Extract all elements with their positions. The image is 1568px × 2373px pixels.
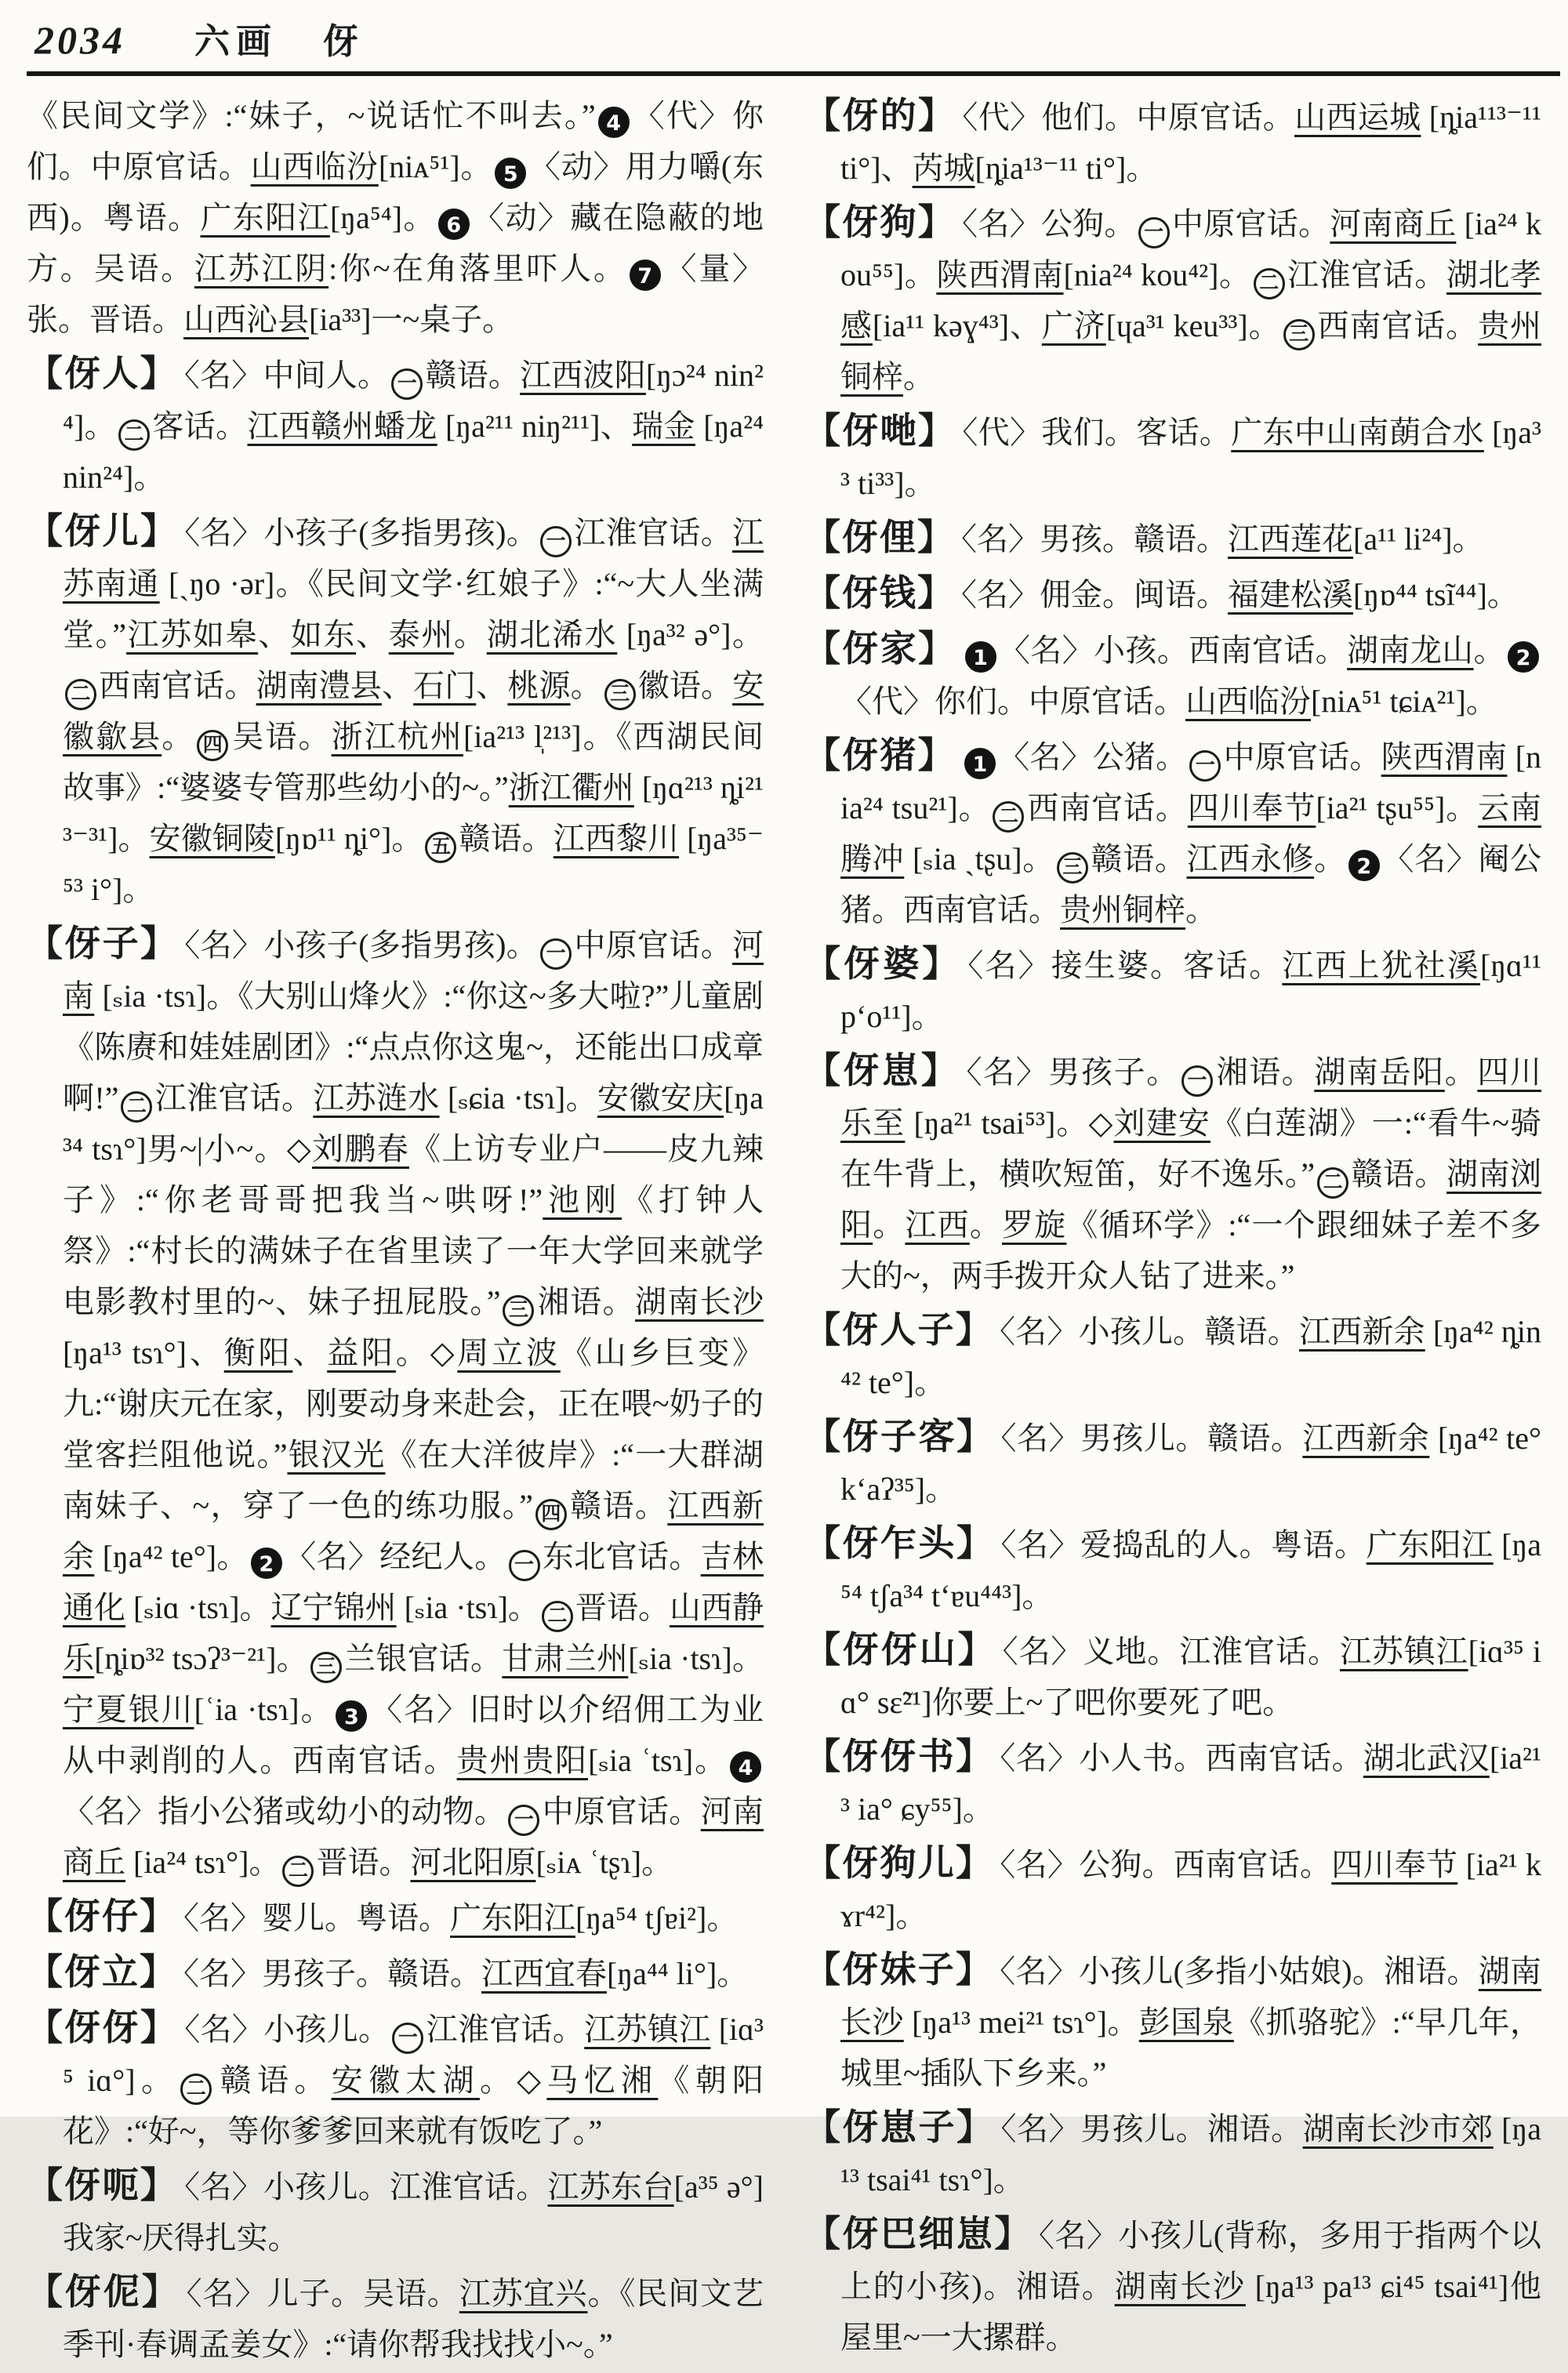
proper-noun-underline: 河南商丘 (63, 1794, 764, 1880)
proper-noun-underline: 甘肃兰州 (502, 1641, 629, 1676)
entry-body: 〈名〉男孩子。赣语。江西宜春[ŋa⁴⁴ li°]。 (183, 1956, 749, 1991)
sense-branch-marker: 五 (425, 832, 456, 863)
entry-headword: 【伢猪】 (804, 735, 956, 775)
entry-headword: 【伢哋】 (804, 411, 956, 451)
entry-headword: 【伢子】 (27, 923, 179, 963)
sense-branch-marker: 二 (180, 2074, 212, 2105)
text-columns (0, 76, 1568, 2373)
entry-body: 〈名〉男孩儿。湘语。湖南长沙市郊 [ŋa¹³ tsai⁴¹ tsɿ°]。 (840, 2111, 1542, 2197)
sense-branch-marker: 二 (121, 1091, 152, 1123)
sense-branch-marker: 二 (542, 1601, 573, 1632)
proper-noun-underline: 江苏南通 (63, 515, 764, 601)
left-column (27, 90, 764, 2373)
entry-body: 1 〈名〉公猪。 一 中原官话。陕西渭南 [nia²⁴ tsu²¹]。 二 西南官话。四川奉节[ia²¹ tʂu⁵⁵]。云南腾冲 [ₛia ˏtʂu]。 三 赣语。江西永修。 2 〈名〉阉公猪。西南官话。贵州铜梓。 (840, 739, 1542, 927)
sense-branch-marker: 一 (391, 368, 423, 400)
sense-branch-marker: 三 (1283, 319, 1315, 350)
sense-number-marker: 6 (438, 209, 470, 240)
proper-noun-underline: 江西赣州蟠龙 (247, 408, 437, 444)
entry-headword: 【伢人子】 (804, 1310, 993, 1350)
dictionary-entry (804, 1411, 1541, 1515)
proper-noun-underline: 安徽歙县 (63, 668, 764, 754)
dictionary-entry (27, 506, 764, 915)
dictionary-entry (804, 1045, 1541, 1301)
sense-branch-marker: 四 (535, 1499, 567, 1530)
proper-noun-underline: 桃源 (507, 668, 571, 703)
dictionary-entry (804, 1304, 1541, 1408)
sense-branch-marker: 一 (540, 938, 572, 970)
sense-number-marker: 4 (730, 1751, 761, 1783)
proper-noun-underline: 江西永修 (1186, 841, 1315, 876)
sense-number-marker: 1 (965, 641, 996, 673)
entry-headword: 【伢子客】 (804, 1417, 995, 1457)
proper-noun-underline: 芮城 (912, 151, 975, 186)
proper-noun-underline: 江西新余 (1302, 1421, 1430, 1456)
entry-body: 〈代〉他们。中原官话。山西运城 [ȵia¹¹³⁻¹¹ ti°]、芮城[ȵia¹³⁻¹¹ ti°]。 (840, 100, 1542, 186)
sense-number-marker: 4 (598, 107, 630, 138)
proper-noun-underline: 湖南岳阳 (1314, 1054, 1445, 1090)
dictionary-entry (27, 1947, 764, 1999)
entry-body: 〈名〉中间人。 一 赣语。江西波阳[ŋɔ²⁴ nin²⁴]。 二 客话。江西赣州蟠龙 [ŋa²¹¹ niŋ²¹¹]、瑞金 [ŋa²⁴ nin²⁴]。 (63, 357, 764, 495)
proper-noun-underline: 四川奉节 (1331, 1847, 1458, 1882)
sense-branch-marker: 三 (503, 1295, 534, 1326)
entry-body: 〈名〉男孩儿。赣语。江西新余 [ŋa⁴² te° k‘aʔ³⁵]。 (840, 1421, 1542, 1507)
proper-noun-underline: 湖北武汉 (1363, 1740, 1490, 1776)
entry-body: 〈名〉小孩儿。赣语。江西新余 [ŋa⁴² ȵin⁴² te°]。 (840, 1314, 1542, 1400)
sense-branch-marker: 一 (1181, 1065, 1213, 1097)
entry-headword: 【伢伢山】 (804, 1630, 996, 1670)
proper-noun-underline: 山西沁县 (183, 302, 309, 337)
dictionary-entry (804, 1518, 1541, 1621)
dictionary-entry (804, 405, 1541, 509)
entry-headword: 【伢婆】 (804, 944, 962, 984)
entry-body: 〈名〉小孩儿(多指小姑娘)。湘语。湖南长沙 [ŋa¹³ mei²¹ tsɿ°]。彭国泉《抓骆驼》:“早几年，城里~插队下乡来。” (840, 1954, 1542, 2091)
dictionary-entry (804, 90, 1541, 194)
entry-headword: 【伢立】 (27, 1952, 177, 1992)
dictionary-entry (27, 1891, 764, 1943)
dictionary-entry (804, 1624, 1541, 1728)
dictionary-entry (27, 2266, 764, 2370)
proper-noun-underline: 安徽安庆 (597, 1080, 724, 1116)
sense-branch-marker: 二 (282, 1856, 314, 1887)
proper-noun-underline: 吉林通化 (63, 1539, 764, 1625)
dictionary-entry (27, 2160, 764, 2263)
entry-body: 〈名〉儿子。吴语。江苏宜兴。《民间文艺季刊·春调孟姜女》:“请你帮我找找小~。” (63, 2276, 764, 2362)
sense-branch-marker: 二 (993, 801, 1024, 833)
proper-noun-underline: 江西波阳 (520, 357, 646, 393)
proper-noun-underline: 山西临汾 (1185, 684, 1311, 719)
dictionary-entry (804, 568, 1541, 620)
sense-branch-marker: 一 (509, 1550, 540, 1581)
entry-body: 〈名〉公狗。西南官话。四川奉节 [ia²¹ kɤr⁴²]。 (840, 1847, 1542, 1933)
proper-noun-underline: 泰州 (388, 617, 455, 652)
dictionary-entry (27, 918, 764, 1888)
proper-noun-underline: 彭国泉 (1138, 2005, 1234, 2040)
proper-noun-underline: 山西运城 (1294, 100, 1421, 135)
entry-headword: 【伢伲】 (27, 2272, 180, 2312)
proper-noun-underline: 河南 (63, 927, 764, 1014)
proper-noun-underline: 池刚 (543, 1182, 622, 1217)
dictionary-entry (804, 197, 1541, 402)
sense-number-marker: 2 (1348, 850, 1380, 881)
sense-branch-marker: 三 (604, 679, 636, 710)
entry-headword: 【伢狗儿】 (804, 1843, 994, 1883)
entry-body: 〈名〉公狗。 一 中原官话。河南商丘 [ia²⁴ kou⁵⁵]。陕西渭南[nia²⁴ kou⁴²]。 二 江淮官话。湖北孝感[ia¹¹ kəɣ⁴³]、广济[ɥa³¹ keu³³]。 三 西南官话。贵州铜梓。 (840, 206, 1542, 394)
sense-number-marker: 2 (1508, 641, 1539, 673)
sense-branch-marker: 四 (197, 730, 228, 761)
proper-noun-underline: 山西静乐 (63, 1590, 764, 1676)
entry-body: 〈名〉小孩子(多指男孩)。 一 江淮官话。江苏南通 [ˏŋo ·ər]。《民间文学·红娘子》:“~大人坐满堂。”江苏如皋、如东、泰州。湖北浠水 [ŋa³² ə°]。二 西南官话。湖南澧县、石门、桃源。 三 徽语。安徽歙县。 四 吴语。浙江杭州[ia²¹³ l̩²¹³]。《西湖民间故事》:“婆婆专管那些幼小的~。”浙江衢州 [ŋɑ²¹³ ȵi²¹³⁻³¹]。安徽铜陵[ŋɒ¹¹ ȵi°]。 五 赣语。江西黎川 [ŋa³⁵⁻⁵³ i°]。 (63, 515, 764, 907)
sense-branch-marker: 二 (1254, 268, 1285, 299)
proper-noun-underline: 湖南长沙 (840, 1954, 1542, 2040)
entry-headword: 【伢乍头】 (804, 1523, 995, 1563)
dictionary-entry (27, 348, 764, 503)
dictionary-entry (804, 1731, 1541, 1834)
proper-noun-underline: 江西莲花 (1228, 521, 1353, 557)
proper-noun-underline: 湖北孝感 (840, 257, 1542, 343)
proper-noun-underline: 衡阳 (223, 1335, 293, 1370)
dictionary-entry (804, 730, 1541, 935)
proper-noun-underline: 石门 (413, 668, 477, 703)
proper-noun-underline: 陕西渭南 (1381, 739, 1508, 775)
dictionary-entry (804, 2102, 1541, 2205)
proper-noun-underline: 安徽太湖 (331, 2063, 480, 2098)
sense-number-marker: 3 (336, 1700, 367, 1732)
entry-headword: 【伢妹子】 (804, 1950, 994, 1990)
entry-body: 〈名〉小孩儿(背称，多用于指两个以上的小孩)。湘语。湖南长沙 [ŋa¹³ pa¹³ ɕi⁴⁵ tsai⁴¹]他屋里~一大摞群。 (840, 2218, 1542, 2355)
proper-noun-underline: 湖南长沙 (634, 1284, 764, 1319)
entry-headword: 【伢伢书】 (804, 1736, 994, 1776)
entry-body: 〈名〉小人书。西南官话。湖北武汉[ia²¹³ ia° ɕy⁵⁵]。 (840, 1740, 1542, 1827)
entry-body: 〈名〉小孩儿。 一 江淮官话。江苏镇江 [iɑ³⁵ iɑ°]。 二 赣语。安徽太湖。◇马忆湘《朝阳花》:“好~，等你爹爹回来就有饭吃了。” (63, 2012, 764, 2149)
sense-number-marker: 2 (251, 1548, 282, 1579)
proper-noun-underline: 江西新余 (63, 1488, 764, 1574)
entry-headword: 【伢崽子】 (804, 2107, 995, 2147)
sense-branch-marker: 三 (1057, 852, 1088, 884)
sense-number-marker: 7 (630, 259, 661, 291)
proper-noun-underline: 陕西渭南 (936, 257, 1064, 292)
proper-noun-underline: 银汉光 (287, 1437, 386, 1472)
proper-noun-underline: 浙江杭州 (331, 719, 463, 754)
entry-body: 〈名〉男孩。赣语。江西莲花[a¹¹ li²⁴]。 (961, 521, 1484, 557)
entry-body: 〈名〉接生婆。客话。江西上犹社溪[ŋɑ¹¹ p‘o¹¹]。 (840, 948, 1542, 1034)
dictionary-entry (27, 2002, 764, 2157)
entry-body: 《民间文学》:“妹子，~说话忙不叫去。” 4 〈代〉你们。中原官话。山西临汾[niᴀ⁵¹]。 5 〈动〉用力嚼(东西)。粤语。广东阳江[ŋa⁵⁴]。 6 〈动〉藏在隐蔽的地方。吴语。江苏江阴:你~在角落里吓人。 7 〈量〉张。晋语。山西沁县[ia³³]一~桌子。 (27, 98, 764, 337)
entry-headword: 【伢仔】 (27, 1896, 177, 1936)
entry-body: 〈名〉小孩子(多指男孩)。 一 中原官话。河南 [ₛia ·tsɿ]。《大别山烽火》:“你这~多大啦?”儿童剧《陈赓和娃娃剧团》:“点点你这鬼~，还能出口成章啊!” 二 江淮官话。江苏涟水 [ₛɕia ·tsɿ]。安徽安庆[ŋa³⁴ tsɿ°]男~|小~。◇刘鹏春《上访专业户——皮九辣子》:“你老哥哥把我当~哄呀!”池刚《打钟人祭》:“村长的满妹子在省里读了一年大学回来就学电影教村里的~、妹子扭屁股。” 三 湘语。湖南长沙[ŋa¹³ tsɿ°]、衡阳、益阳。◇周立波《山乡巨变》九:“谢庆元在家，刚要动身来赴会，正在喂~奶子的堂客拦阻他说。”银汉光《在大洋彼岸》:“一大群湖南妹子、~，穿了一色的练功服。” 四 赣语。江西新余 [ŋa⁴² te°]。 2 〈名〉经纪人。 一 东北官话。吉林通化 [ₛiɑ ·tsɿ]。辽宁锦州 [ₛia ·tsɿ]。 二 晋语。山西静乐[ȵiɒ³² tsɔʔ³⁻²¹]。 三 兰银官话。甘肃兰州[ₛia ·tsɿ]。宁夏银川[ʿia ·tsɿ]。 3 〈名〉旧时以介绍佣工为业从中剥削的人。西南官话。贵州贵阳[ₛia ʿtsɿ]。 4〈名〉指小公猪或幼小的动物。 一 中原官话。河南商丘 [ia²⁴ tsɿ°]。 二 晋语。河北阳原[ₛiᴀ ʿtʂɿ]。 (63, 927, 764, 1880)
section-headword: 伢 (323, 22, 359, 61)
dictionary-entry (804, 938, 1541, 1042)
proper-noun-underline: 河北阳原 (410, 1845, 536, 1880)
proper-noun-underline: 山西临汾 (250, 149, 379, 184)
proper-noun-underline: 宁夏银川 (63, 1692, 194, 1727)
proper-noun-underline: 贵州贵阳 (456, 1743, 589, 1778)
proper-noun-underline: 江苏镇江 (584, 2012, 711, 2047)
proper-noun-underline: 广济 (1041, 308, 1106, 343)
sense-branch-marker: 二 (65, 679, 96, 710)
proper-noun-underline: 安徽铜陵 (149, 821, 275, 856)
proper-noun-underline: 湖南澧县 (256, 668, 382, 703)
proper-noun-underline: 江苏东台 (547, 2169, 674, 2204)
proper-noun-underline: 广东阳江 (1366, 1527, 1494, 1562)
entry-body: 〈代〉我们。客话。广东中山南蓢合水 [ŋa³³ ti³³]。 (840, 415, 1542, 501)
entry-headword: 【伢崽】 (804, 1050, 960, 1090)
proper-noun-underline: 周立波 (457, 1335, 561, 1370)
proper-noun-underline: 四川乐至 (840, 1054, 1542, 1141)
proper-noun-underline: 益阳 (327, 1335, 396, 1370)
proper-noun-underline: 贵州铜梓 (1060, 892, 1185, 927)
proper-noun-underline: 广东阳江 (200, 200, 330, 235)
proper-noun-underline: 湖南长沙 (1114, 2269, 1246, 2304)
sense-branch-marker: 一 (508, 1805, 539, 1836)
page-header (0, 0, 1568, 68)
proper-noun-underline: 江西上犹社溪 (1282, 948, 1481, 983)
proper-noun-underline: 湖南长沙市郊 (1302, 2111, 1494, 2146)
proper-noun-underline: 浙江衢州 (508, 770, 634, 805)
proper-noun-underline: 江西宜春 (481, 1956, 607, 1991)
entry-headword: 【伢巴细崽】 (804, 2214, 1033, 2254)
proper-noun-underline: 江西黎川 (553, 821, 680, 856)
entry-body: 〈名〉义地。江淮官话。江苏镇江[iɑ³⁵ iɑ° sɛ̃²¹]你要上~了吧你要死了吧。 (840, 1634, 1542, 1720)
proper-noun-underline: 贵州铜梓 (840, 308, 1542, 394)
proper-noun-underline: 如东 (290, 617, 357, 652)
entry-body: 1 〈名〉小孩。西南官话。湖南龙山。 2〈代〉你们。中原官话。山西临汾[niᴀ⁵¹ tɕiᴀ²¹]。 (840, 633, 1541, 719)
proper-noun-underline: 江苏宜兴 (459, 2276, 588, 2311)
proper-noun-underline: 湖南龙山 (1347, 633, 1474, 668)
sense-branch-marker: 二 (118, 419, 150, 451)
proper-noun-underline: 辽宁锦州 (270, 1590, 397, 1625)
dictionary-entry (27, 90, 764, 345)
sense-branch-marker: 一 (392, 2023, 423, 2054)
sense-number-marker: 1 (964, 748, 996, 779)
proper-noun-underline: 江苏如皋 (126, 617, 259, 652)
page-number: 2034 (34, 18, 125, 62)
proper-noun-underline: 云南腾冲 (840, 790, 1541, 876)
entry-body: 〈名〉小孩儿。江淮官话。江苏东台[a³⁵ ə°]我家~厌得扎实。 (63, 2169, 764, 2255)
dictionary-entry (804, 1944, 1541, 2099)
entry-headword: 【伢钱】 (804, 573, 955, 613)
entry-body: 〈名〉婴儿。粤语。广东阳江[ŋa⁵⁴ tʃɐi²]。 (183, 1900, 739, 1936)
proper-noun-underline: 江西新余 (1298, 1314, 1425, 1349)
sense-branch-marker: 三 (310, 1652, 342, 1683)
sense-branch-marker: 一 (540, 526, 572, 557)
proper-noun-underline: 马忆湘 (546, 2063, 659, 2098)
entry-headword: 【伢狗】 (804, 202, 956, 242)
proper-noun-underline: 江苏涟水 (313, 1080, 440, 1116)
dictionary-entry (804, 2208, 1541, 2363)
proper-noun-underline: 江苏镇江 (1339, 1634, 1468, 1669)
entry-headword: 【伢伢】 (27, 2008, 179, 2048)
proper-noun-underline: 湖北浠水 (486, 617, 618, 652)
proper-noun-underline: 罗旋 (1002, 1207, 1067, 1243)
entry-body: 〈名〉男孩子。 一 湘语。湖南岳阳。四川乐至 [ŋa²¹ tsai⁵³]。◇刘建安《白莲湖》一:“看牛~骑在牛背上，横吹短笛，好不逸乐。” 二 赣语。湖南浏阳。江西。罗旋《循环学》:“一个跟细妹子差不多大的~，两手拨开众人钻了进来。” (840, 1054, 1542, 1294)
sense-number-marker: 5 (495, 158, 526, 189)
entry-headword: 【伢家】 (804, 629, 956, 669)
dictionary-entry (804, 623, 1541, 727)
sense-branch-marker: 一 (1189, 750, 1221, 782)
stroke-section-label: 六画 (194, 22, 278, 61)
proper-noun-underline: 江苏江阴 (194, 251, 329, 286)
proper-noun-underline: 福建松溪 (1228, 577, 1353, 612)
proper-noun-underline: 广东中山南蓢合水 (1231, 415, 1484, 450)
entry-headword: 【伢俚】 (804, 517, 955, 557)
dictionary-entry (804, 1838, 1541, 1941)
proper-noun-underline: 刘建安 (1113, 1105, 1210, 1141)
proper-noun-underline: 江西 (905, 1207, 970, 1243)
proper-noun-underline: 四川奉节 (1187, 790, 1316, 825)
proper-noun-underline: 湖南浏阳 (840, 1156, 1542, 1243)
entry-body: 〈名〉佣金。闽语。福建松溪[ŋɒ⁴⁴ tsĩ⁴⁴]。 (961, 577, 1519, 612)
entry-headword: 【伢的】 (804, 96, 956, 136)
entry-headword: 【伢呃】 (27, 2165, 179, 2205)
right-column (804, 90, 1541, 2373)
dictionary-entry (804, 512, 1541, 564)
sense-branch-marker: 二 (1317, 1167, 1348, 1199)
entry-headword: 【伢人】 (27, 354, 178, 394)
sense-branch-marker: 一 (1138, 217, 1170, 249)
entry-body: 〈名〉爱捣乱的人。粤语。广东阳江 [ŋa⁵⁴ tʃa³⁴ t‘ɐu⁴⁴³]。 (840, 1527, 1542, 1613)
proper-noun-underline: 刘鹏春 (311, 1131, 409, 1167)
proper-noun-underline: 广东阳江 (450, 1900, 575, 1936)
proper-noun-underline: 瑞金 (632, 408, 695, 444)
entry-headword: 【伢儿】 (27, 511, 179, 551)
proper-noun-underline: 河南商丘 (1330, 206, 1457, 241)
